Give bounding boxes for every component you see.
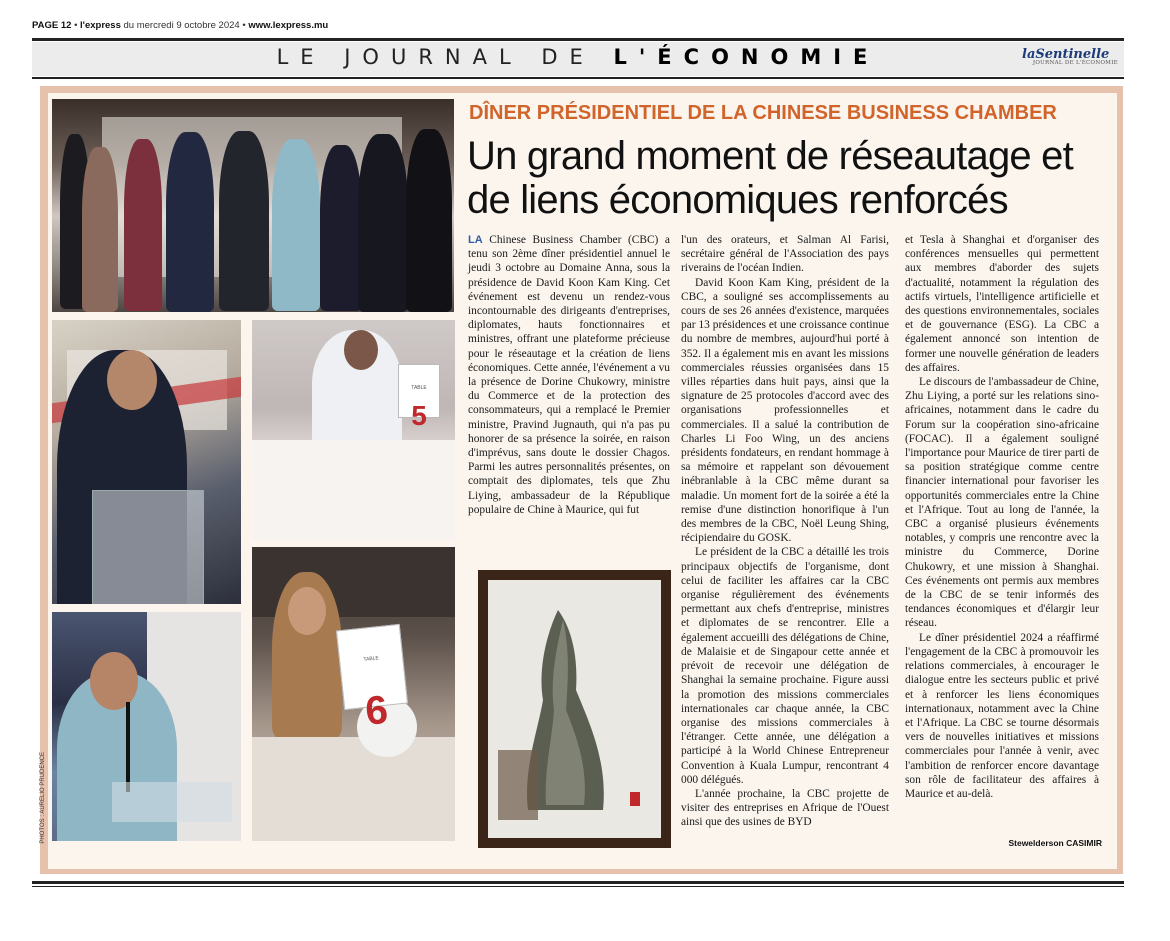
banner-top-rule [32,38,1124,41]
table-card-number: 6 [363,687,390,734]
table-card-number: 5 [411,400,427,431]
logo-subtitle: JOURNAL DE L'ÉCONOMIE [1032,60,1118,66]
table-number-card-6 [336,624,408,734]
table-six-photo [252,547,455,841]
paragraph-text: Chinese Business Chamber (CBC) a tenu son 2ème dîner présidentiel annuel le jeudi 3 octobre au Domaine Anna, sous la présidence de David Koon Kam King. Cet événement est devenu un rendez-vous incontournable des dirigeants d'entreprises, diplomates, hauts fonctionnaires et ministres, offrant une plateforme précieuse pour le réseautage et la création de liens économiques. Cette année, l'événement a vu la présence de Dorine Chukowry, ministre du Commerce et de la protection des consommateurs, qui a remplacé le Premier ministre, Pravind Jugnauth, qui n'a pas pu honorer de sa présence la soirée, en raison d'imprévus, sans doute le dossier Chagos. Parmi les autres personnalités présentes, on comptait des diplomates, tels que Zhu Liying, ambassadeur de la République populaire de Chine à Maurice, qui fut [468,234,670,516]
article-column-2 [681,233,889,830]
page-number: PAGE 12 [32,20,72,31]
paragraph: Le dîner présidentiel 2024 a réaffirmé l'engagement de la CBC à promouvoir les relations commerciales, à encourager le dialogue entre les secteurs public et privé et à renforcer les liens économiques internationaux, notamment avec la Chine et l'Afrique. La CBC se tourne désormais vers de nouvelles initiatives et missions commerciales pour l'année à venir, avec l'ambition de renforcer encore davantage son rôle de facilitateur des affaires à Maurice et au-delà. [905,631,1099,800]
paragraph: Le président de la CBC a détaillé les trois principaux objectifs de l'organisme, dont celui de faciliter les affaires car la CBC organise régulièrement des événements permettant aux chefs d'entreprise, ministres et diplomates de se rencontrer. Elle a également accueilli des délégations de Chine, de Malaisie et de Singapour cette année et prévoit de recevoir une délégation de Shanghai la semaine prochaine. Figure aussi la promotion des missions commerciales internationales car chaque année, la CBC organise des missions commerciales à l'étranger. Cette année, une délégation a participé à la World Chinese Entrepreneur Convention à Kuala Lumpur, rencontrant 4 000 délégués. [681,546,889,786]
article-byline: Stewelderson CASIMIR [1008,838,1102,848]
article-column-3 [905,233,1099,801]
newspaper-name: l'express [80,20,121,31]
banner-bottom-rule [32,77,1124,79]
paragraph: et Tesla à Shanghai et d'organiser des conférences mensuelles qui permettent aux membres d'aborder des sujets d'actualité, notamment la régulation des actifs virtuels, l'intelligence artificielle et des questions environnementales, sociales et de gouvernance (ESG). La CBC a également annoncé son intention de former une nouvelle génération de leaders des affaires. [905,234,1099,374]
article-column-1 [468,233,670,517]
article-headline: Un grand moment de réseautage et de liens économiques renforcés [467,134,1073,222]
paragraph [468,233,670,517]
page-folio: PAGE 12 • l'express du mercredi 9 octobre 2024 • www.lexpress.mu [32,20,329,31]
table-number-card-5 [398,364,440,431]
website-link[interactable]: www.lexpress.mu [248,20,329,31]
framed-painting-photo [478,570,671,848]
paragraph: l'un des orateurs, et Salman Al Farisi, secrétaire général de l'Association des pays riverains de l'océan Indien. [681,234,889,275]
footer-rule-thin [32,886,1124,887]
paragraph: L'année prochaine, la CBC projette de visiter des entreprises en Afrique de l'Ouest ainsi que des usines de BYD [681,787,889,829]
logo-text: laSentinelle [1022,47,1110,62]
article-kicker: DÎNER PRÉSIDENTIEL DE LA CHINESE BUSINESS CHAMBER [469,102,1057,124]
section-title-emphasis: L'ÉCONOMIE [613,45,880,69]
section-title-prefix: LE JOURNAL DE [276,45,614,69]
lead-word: LA [468,234,483,246]
paragraph: David Koon Kam King, président de la CBC, a souligné ses accomplissements au cours de ses 26 années d'existence, marquées par 13 présidences et une croissance continue du nombre de membres, aujourd'hui porté à 352. Il a également mis en avant les missions commerciales réussies organisées dans 15 villes réparties dans huit pays, ainsi que la signature de 25 protocoles d'accord avec des organisations professionnelles et commerciales. Il a salué la contribution de Charles Li Foo Wing, un des anciens présidents fondateurs, en rendant hommage à sa mémoire et rappelant son dévouement inébranlable à la CBC même durant sa maladie. Un moment fort de la soirée a été la remise d'une distinction honorifique à l'un des membres de la CBC, Noël Leung Shing, récipiendaire du GOSK. [681,276,889,545]
photo-credit [40,752,52,852]
footer-rule [32,881,1124,884]
paragraph: Le discours de l'ambassadeur de Chine, Zhu Liying, a porté sur les relations sino-africaines, notamment dans le cadre du Forum sur la coopération sino-africaine (FOCAC). Il a également souligné l'importance pour Maurice de tirer parti de sa position stratégique comme centre financier international pour favoriser les opportunités commerciales entre la Chine et l'Afrique. Tout au long de l'année, la CBC a organisé plusieurs événements notables, y compris une rencontre avec la ministre du Commerce, Dorine Chukowry, et une mission à Shanghai. Ces événements ont permis aux membres de la CBC de se tenir informés des tendances économiques et d'élargir leur réseau. [905,376,1099,630]
speaker-photo [52,320,241,604]
table-card-label: TABLE [363,655,380,663]
ambassador-photo [52,612,241,841]
section-title [32,45,1124,69]
lasentinelle-logo [1022,47,1118,71]
table-card-label: TABLE [411,385,427,391]
group-photo [52,99,454,312]
issue-date: du mercredi 9 octobre 2024 [123,20,240,31]
photo-credit-text: PHOTOS : AURELIO PRUDENCE [40,752,46,844]
table-five-photo [252,320,455,540]
